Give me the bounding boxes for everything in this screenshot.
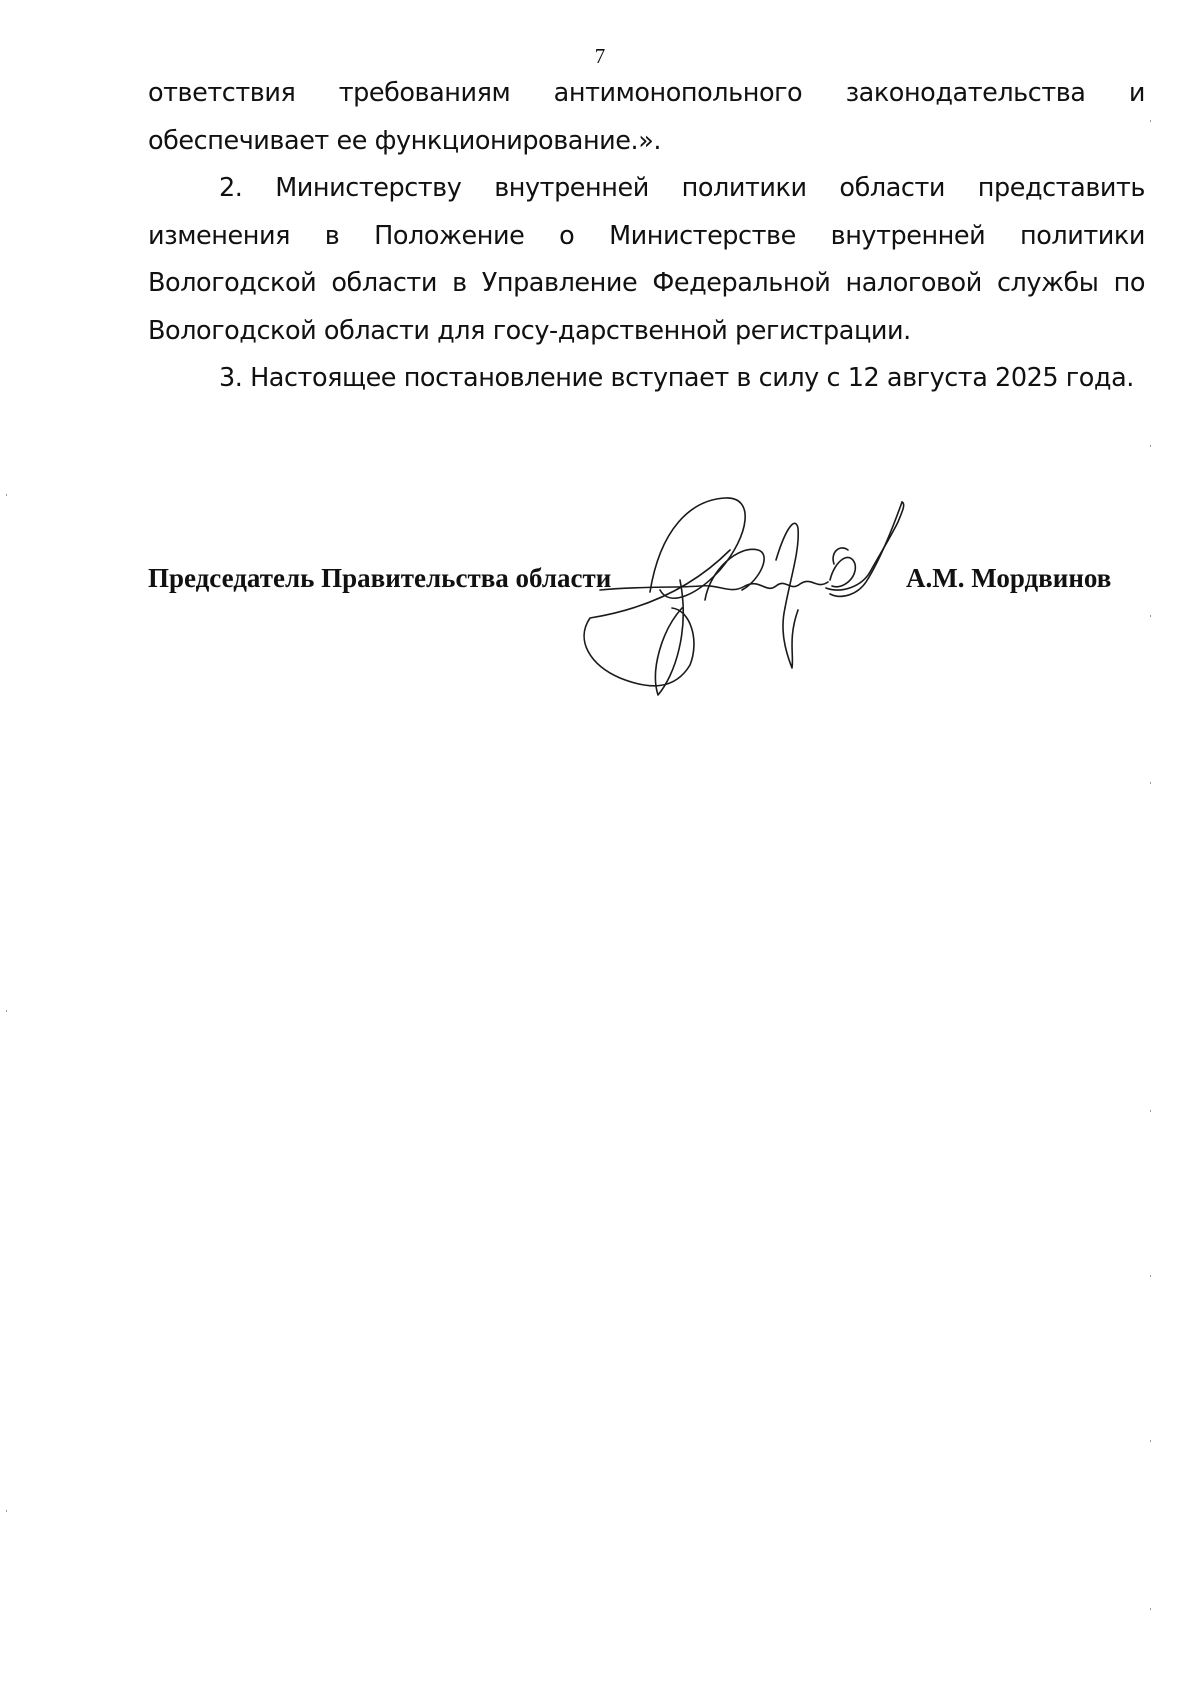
paragraph-continuation: ответствия требованиям антимонопольного законодательства и обеспечивает ее функционирование.». xyxy=(148,78,1145,156)
scan-mark xyxy=(1150,782,1151,784)
document-body xyxy=(148,70,1145,403)
paragraph-item-2: 2. Министерству внутренней политики области представить изменения в Положение о Министерстве внутренней политики Вологодской области в Управление Федеральной налоговой службы по Вологодской области для госу-дарственной регистрации. xyxy=(148,173,1145,346)
scan-mark xyxy=(1150,120,1151,122)
scan-mark xyxy=(1150,615,1151,617)
signatory-position: Председатель Правительства области xyxy=(148,563,612,593)
scan-mark xyxy=(6,494,7,496)
scan-mark xyxy=(1150,1440,1151,1442)
handwritten-signature-icon xyxy=(580,490,940,710)
scan-mark xyxy=(6,1010,7,1012)
paragraph-item-3: 3. Настоящее постановление вступает в силу с 12 августа 2025 года. xyxy=(219,363,1134,393)
scan-mark xyxy=(1150,1275,1151,1277)
scan-mark xyxy=(6,1510,7,1512)
scan-mark xyxy=(1150,445,1151,447)
page-number: 7 xyxy=(594,44,606,68)
scan-mark xyxy=(1150,1110,1151,1112)
scan-mark xyxy=(1150,1608,1151,1610)
signatory-name: А.М. Мордвинов xyxy=(906,563,1112,593)
